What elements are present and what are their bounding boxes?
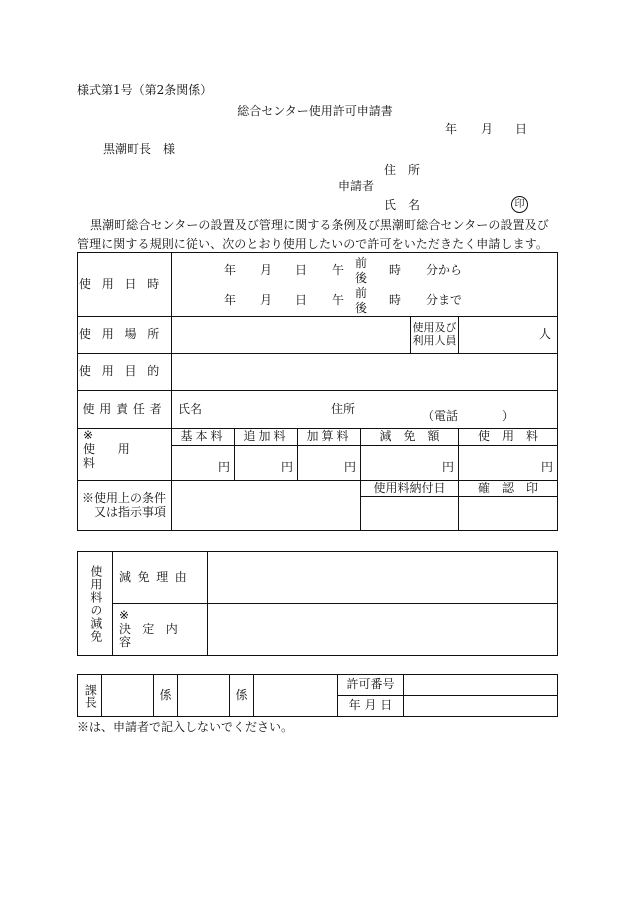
purpose-label: 使用目的 (78, 354, 172, 391)
reduction-reason-field[interactable] (208, 552, 558, 604)
datetime-from-row: 年 月 日 午 前 後 時 分から (224, 256, 463, 285)
confirm-seal-label: 確 認 印 (459, 481, 558, 497)
manager-name-label: 氏名 (178, 402, 203, 416)
applicant-name-label: 氏 名 (384, 198, 421, 212)
footnote: ※は、申請者で記入しないでください。 (77, 720, 294, 734)
conditions-field[interactable] (172, 481, 361, 531)
manager-phone-close: ） (502, 409, 515, 423)
fee-reduction-field[interactable]: 円 (361, 446, 459, 481)
date-month: 月 (481, 122, 494, 136)
fee-col-additional: 追加料 (235, 429, 298, 446)
intro-paragraph: 黒潮町総合センターの設置及び管理に関する条例及び黒潮町総合センターの設置及び管理に関する規則に従い、次のとおり使用したいので許可をいただきたく申請します。 (77, 218, 549, 251)
applicant-label: 申請者 (338, 179, 375, 193)
staff-label-1: 係 (154, 675, 178, 717)
permit-number-label: 許可番号 (338, 675, 404, 696)
decision-mark: ※ (119, 607, 130, 622)
users-unit: 人 (539, 327, 552, 342)
purpose-field[interactable] (172, 354, 558, 391)
staff-seal-field-2[interactable] (254, 675, 338, 717)
approval-table (77, 674, 558, 717)
fee-surcharge-field[interactable]: 円 (298, 446, 361, 481)
section-chief-seal-field[interactable] (102, 675, 154, 717)
decision-label: ※ 決定内容 (113, 604, 208, 656)
date-year: 年 (445, 122, 458, 136)
fee-col-basic: 基本料 (172, 429, 235, 446)
manager-address-label: 住所 (331, 402, 356, 416)
payment-date-label: 使用料納付日 (361, 481, 459, 497)
fee-basic-field[interactable]: 円 (172, 446, 235, 481)
place-label: 使用場所 (78, 317, 172, 354)
place-field[interactable] (172, 317, 411, 354)
reduction-reason-label: 減免理由 (113, 552, 208, 604)
manager-label: 使用責任者 (78, 391, 172, 429)
document-title: 総合センター使用許可申請書 (237, 104, 393, 118)
fee-col-surcharge: 加算料 (298, 429, 361, 446)
staff-seal-field-1[interactable] (178, 675, 230, 717)
usage-datetime-label: 使用日時 (78, 253, 172, 317)
conditions-label: ※使用上の条件 又は指示事項 (78, 481, 172, 531)
decision-field[interactable] (208, 604, 558, 656)
permit-number-field[interactable] (404, 675, 558, 696)
fee-col-reduction: 減 免 額 (361, 429, 459, 446)
form-number: 様式第1号（第2条関係） (77, 83, 213, 97)
fee-col-total: 使 用 料 (459, 429, 558, 446)
fee-total-field[interactable]: 円 (459, 446, 558, 481)
permit-date-label: 年 月 日 (338, 696, 404, 717)
manager-phone-open: （電話 (422, 409, 459, 423)
staff-label-2: 係 (230, 675, 254, 717)
addressee: 黒潮町長 様 (103, 142, 176, 156)
date-day: 日 (515, 122, 528, 136)
payment-date-field[interactable] (361, 497, 459, 531)
usage-application-table (77, 252, 558, 531)
users-count-field[interactable] (459, 317, 558, 354)
confirm-seal-field[interactable] (459, 497, 558, 531)
permit-date-field[interactable] (404, 696, 558, 717)
fee-reduction-group-label: 使用料の減免 (78, 552, 113, 656)
seal-mark: 印 (511, 196, 528, 213)
fee-mark: ※ (83, 428, 94, 442)
users-label: 使用及び 利用人員 (411, 317, 459, 354)
usage-datetime-field[interactable] (172, 253, 558, 317)
fee-label: ※ 使用料 (78, 429, 172, 481)
datetime-to-row: 年 月 日 午 前 後 時 分まで (224, 286, 463, 315)
applicant-address-label: 住 所 (384, 163, 421, 177)
section-chief-label: 課長 (78, 675, 102, 717)
fee-additional-field[interactable]: 円 (235, 446, 298, 481)
manager-field[interactable] (172, 391, 558, 429)
fee-reduction-table (77, 551, 558, 656)
